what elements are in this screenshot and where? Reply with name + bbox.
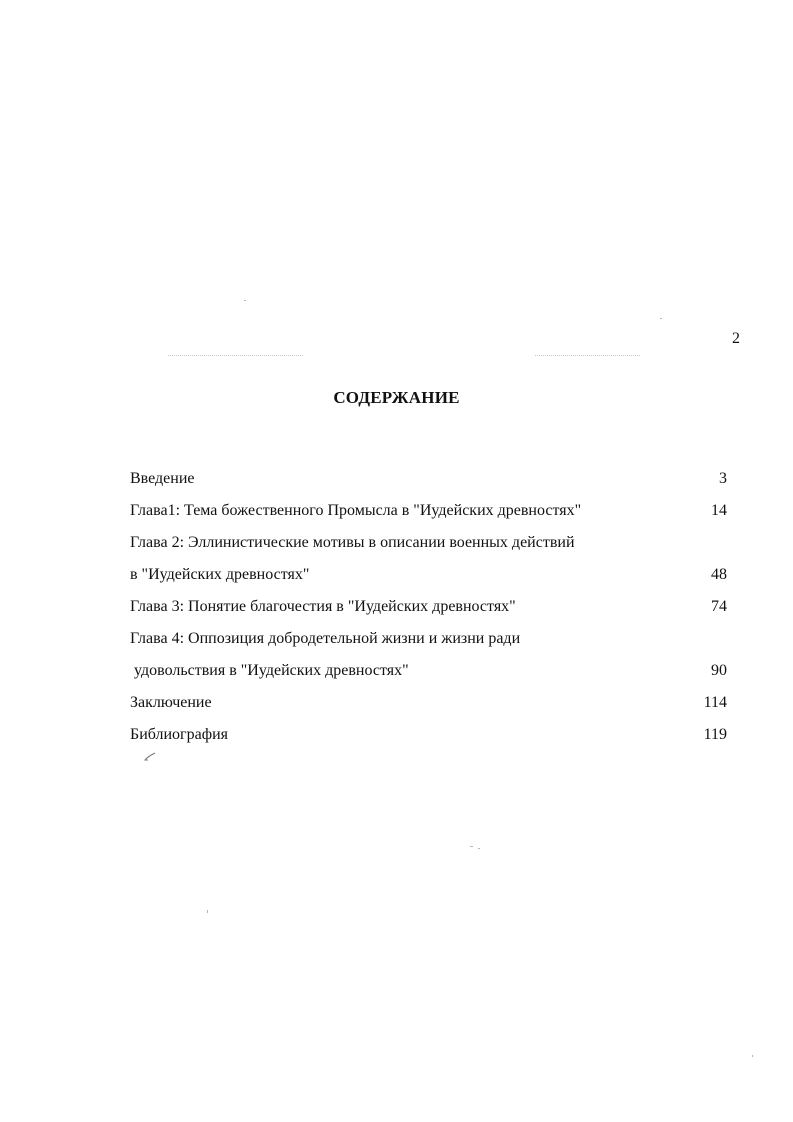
toc-entry-label: Глава 3: Понятие благочестия в "Иудейских древностях" xyxy=(130,598,516,615)
toc-entry-page: 90 xyxy=(711,662,727,679)
toc-row-chapter-4 xyxy=(130,628,730,660)
toc-entry-page: 48 xyxy=(711,566,727,583)
toc-row-chapter-3 xyxy=(130,596,730,628)
pen-mark-icon xyxy=(143,752,157,762)
toc-entry-label: Введение xyxy=(130,470,195,487)
scan-speck xyxy=(244,300,246,301)
toc-entry-label: Библиография xyxy=(130,726,228,743)
scan-artifact-line-right xyxy=(535,355,640,356)
toc-entry-label: Глава1: Тема божественного Промысла в "Иудейских древностях" xyxy=(130,502,582,519)
scan-speck xyxy=(470,846,473,847)
toc-entry-label: Глава 2: Эллинистические мотивы в описании военных действий xyxy=(130,534,575,551)
toc-entry-label: в "Иудейских древностях" xyxy=(130,566,310,583)
scan-speck xyxy=(660,318,662,319)
scan-artifact-line-left xyxy=(168,355,303,356)
toc-title: СОДЕРЖАНИЕ xyxy=(333,388,460,407)
toc-entry-page: 119 xyxy=(703,726,727,743)
toc-entry-page: 14 xyxy=(711,502,727,519)
scan-speck xyxy=(752,1055,753,1057)
toc-entry-label: Глава 4: Оппозиция добродетельной жизни и жизни ради xyxy=(130,630,521,647)
table-of-contents xyxy=(130,468,730,756)
toc-entry-page: 3 xyxy=(719,470,727,487)
toc-row-chapter-4-continued xyxy=(130,660,730,692)
toc-entry-page: 74 xyxy=(711,598,727,615)
toc-row-introduction xyxy=(130,468,730,500)
toc-row-bibliography xyxy=(130,724,730,756)
toc-row-chapter-2 xyxy=(130,532,730,564)
toc-row-conclusion xyxy=(130,692,730,724)
scan-speck xyxy=(207,910,208,913)
toc-entry-label: удовольствия в "Иудейских древностях" xyxy=(134,662,409,679)
toc-entry-page: 114 xyxy=(703,694,727,711)
toc-row-chapter-1 xyxy=(130,500,730,532)
toc-row-chapter-2-continued xyxy=(130,564,730,596)
toc-entry-label: Заключение xyxy=(130,694,212,711)
scan-speck xyxy=(478,848,480,849)
page-number: 2 xyxy=(732,330,740,347)
